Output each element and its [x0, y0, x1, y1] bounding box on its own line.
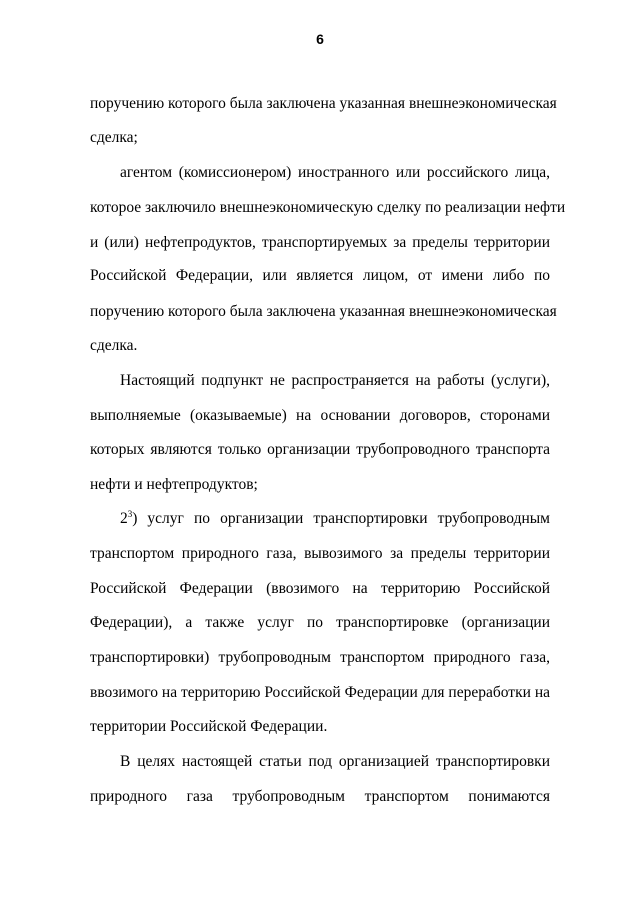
- text-line: сделка;: [90, 129, 138, 146]
- text-line: Российской Федерации, или является лицом, от имени либо по: [90, 267, 550, 284]
- text-line: которых являются только организации трубопроводного транспорта: [90, 441, 550, 458]
- item-marker: $2^3$): [120, 509, 138, 527]
- text-line: транспортом природного газа, вывозимого за пределы территории: [90, 545, 550, 562]
- text-line: услуг по организации транспортировки трубопроводным: [147, 510, 550, 527]
- text-line: Федерации), а также услуг по транспортировке (организации: [90, 614, 550, 631]
- text-line: ввозимого на территорию Российской Федерации для переработки на: [90, 684, 550, 701]
- text-line: агентом (комиссионером) иностранного или российского лица,: [120, 164, 550, 181]
- text-line: которое заключило внешнеэкономическую сделку по реализации нефти: [90, 199, 566, 216]
- text-line: выполняемые (оказываемые) на основании договоров, сторонами: [90, 407, 550, 424]
- text-line: нефти и нефтепродуктов;: [90, 476, 258, 493]
- text-line: Настоящий подпункт не распространяется на работы (услуги),: [120, 372, 550, 389]
- text-line: транспортировки) трубопроводным транспортом природного газа,: [90, 649, 550, 666]
- text-line: и (или) нефтепродуктов, транспортируемых за пределы территории: [90, 234, 550, 251]
- text-line: сделка.: [90, 337, 138, 354]
- text-line: природного газа трубопроводным транспортом понимаются: [90, 788, 550, 805]
- text-line: поручению которого была заключена указанная внешнеэкономическая: [90, 95, 557, 112]
- text-line: поручению которого была заключена указанная внешнеэкономическая: [90, 303, 557, 320]
- text-line: В целях настоящей статьи под организацией транспортировки: [120, 753, 550, 770]
- item-line: [120, 509, 550, 529]
- page-number: 6: [316, 31, 324, 47]
- text-line: Российской Федерации (ввозимого на территорию Российской: [90, 580, 550, 597]
- text-line: территории Российской Федерации.: [90, 718, 328, 735]
